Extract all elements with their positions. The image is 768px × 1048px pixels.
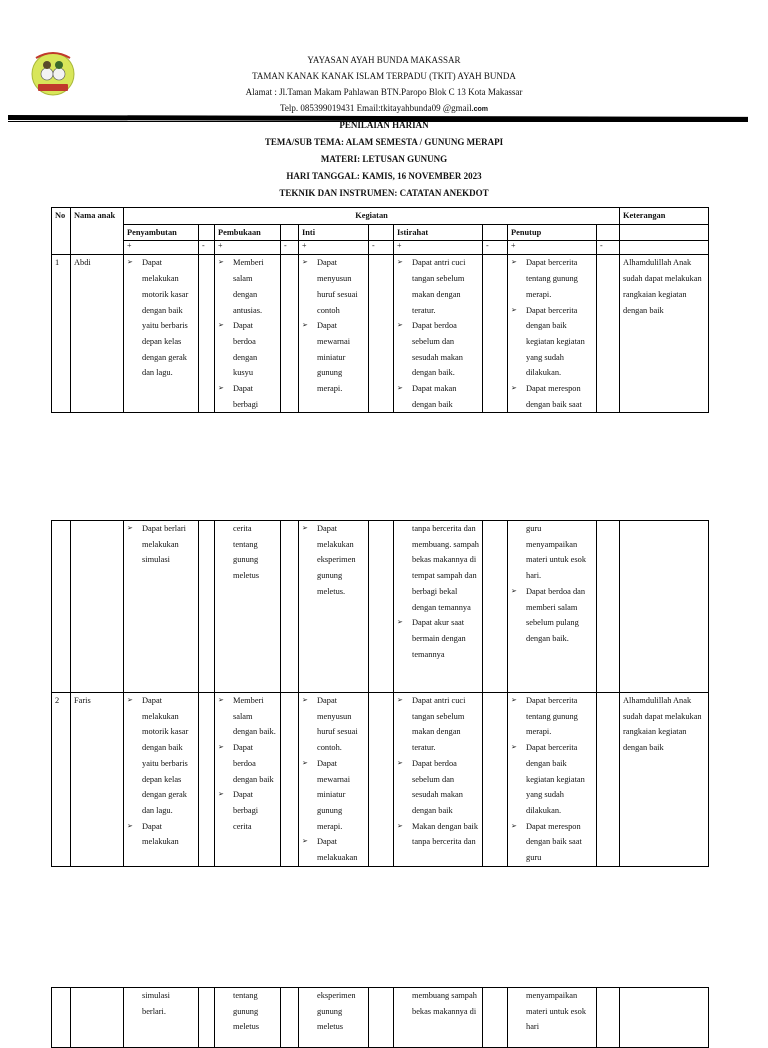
plus-sign: +	[124, 241, 199, 255]
empty-cell	[199, 255, 215, 413]
list-item: ➢ Makan dengan baik tanpa bercerita dan	[397, 819, 479, 850]
material-title: MATERI: LETUSAN GUNUNG	[320, 154, 448, 164]
penyambutan-cell	[124, 521, 199, 693]
list-item: ➢ Dapat akur saat bermain dengan temannya	[397, 615, 479, 662]
list-item: ➢ Dapat bercerita tentang gunung merapi.	[511, 255, 593, 302]
col-keterangan: Keterangan	[620, 208, 709, 225]
list-item: ➢ Dapat antri cuci tangan sebelum makan dengan teratur.	[397, 255, 479, 318]
empty-cell	[71, 521, 124, 693]
header-row-1	[52, 208, 709, 225]
list-item: ➢ Dapat berlari melakukan simulasi	[127, 521, 195, 568]
empty-cell	[620, 241, 709, 255]
report-titles	[200, 117, 568, 202]
inti-cell	[299, 693, 369, 867]
empty-cell	[369, 988, 394, 1048]
col-nama: Nama anak	[71, 208, 124, 255]
list-item-continued: tentang gunung meletus	[233, 991, 260, 1032]
pembukaan-cell	[215, 255, 281, 413]
header-row-signs	[52, 241, 709, 255]
empty-cell	[597, 988, 620, 1048]
empty-cell	[620, 224, 709, 241]
table-row	[52, 521, 709, 693]
letterhead	[160, 52, 608, 118]
table-row	[52, 693, 709, 867]
minus-sign: -	[199, 241, 215, 255]
empty-cell	[281, 255, 299, 413]
minus-sign: -	[483, 241, 508, 255]
empty-cell	[281, 521, 299, 693]
empty-cell	[71, 988, 124, 1048]
list-item: ➢ Dapat menyusun huruf sesuai contoh	[302, 255, 365, 318]
empty-cell	[483, 255, 508, 413]
list-item: ➢ Dapat berdoa dan memberi salam sebelum pulang dengan baik.	[511, 584, 593, 647]
minus-sign: -	[369, 241, 394, 255]
assessment-table-continued-2	[51, 987, 709, 1048]
row-no: 1	[52, 255, 71, 413]
penyambutan-cell	[124, 988, 199, 1048]
list-item: ➢ Dapat berdoa dengan baik	[218, 740, 277, 787]
col-inti: Inti	[299, 224, 369, 241]
minus-sign: -	[281, 241, 299, 255]
penutup-cell	[508, 693, 597, 867]
empty-cell	[199, 988, 215, 1048]
assessment-table-continued	[51, 520, 709, 867]
contact-text: Telp. 085399019431 Email:tkitayahbunda09 @gmail	[280, 103, 472, 113]
list-item: ➢ Dapat berdoa sebelum dan sesudah makan dengan baik	[397, 756, 479, 819]
empty-cell	[52, 521, 71, 693]
empty-cell	[281, 224, 299, 241]
penutup-cell	[508, 521, 597, 693]
list-item: ➢ Dapat bercerita dengan baik kegiatan kegiatan yang sudah dilakukan.	[511, 740, 593, 819]
pembukaan-cell	[215, 988, 281, 1048]
istirahat-cell	[394, 988, 483, 1048]
empty-cell	[369, 224, 394, 241]
empty-cell	[597, 693, 620, 867]
penyambutan-cell	[124, 693, 199, 867]
empty-cell	[483, 521, 508, 693]
empty-cell	[369, 693, 394, 867]
penutup-cell	[508, 255, 597, 413]
penutup-cell	[508, 988, 597, 1048]
empty-cell	[483, 988, 508, 1048]
empty-cell	[369, 521, 394, 693]
empty-cell	[597, 224, 620, 241]
list-item-continued: guru menyampaikan materi untuk esok hari.	[526, 524, 587, 581]
list-item: ➢ Dapat berbagi	[218, 381, 277, 412]
student-name: Faris	[71, 693, 124, 867]
empty-cell	[597, 521, 620, 693]
list-item-continued: simulasi berlari.	[142, 991, 170, 1016]
pembukaan-cell	[215, 521, 281, 693]
empty-cell	[620, 521, 709, 693]
row-no: 2	[52, 693, 71, 867]
list-item: ➢ Dapat berdoa sebelum dan sesudah makan dengan baik.	[397, 318, 479, 381]
foundation-name: YAYASAN AYAH BUNDA MAKASSAR	[307, 55, 461, 65]
list-item-continued: menyampaikan materi untuk esok hari	[526, 991, 587, 1032]
col-pembukaan: Pembukaan	[215, 224, 281, 241]
plus-sign: +	[394, 241, 483, 255]
report-title: PENILAIAN HARIAN	[339, 120, 429, 130]
empty-cell	[281, 988, 299, 1048]
empty-cell	[597, 255, 620, 413]
table-row	[52, 988, 709, 1048]
col-penutup: Penutup	[508, 224, 597, 241]
student-name: Abdi	[71, 255, 124, 413]
list-item: ➢ Dapat berdoa dengan kusyu	[218, 318, 277, 381]
list-item-continued: membuang sampah bekas makannya di	[412, 991, 477, 1016]
list-item: ➢ Dapat mewarnai miniatur gunung merapi.	[302, 756, 365, 835]
istirahat-cell	[394, 255, 483, 413]
empty-cell	[199, 224, 215, 241]
empty-cell	[199, 521, 215, 693]
contact-email-tail: .com	[471, 106, 488, 113]
school-address: Alamat : Jl.Taman Makam Pahlawan BTN.Paropo Blok C 13 Kota Makassar	[245, 87, 523, 97]
list-item: ➢ Dapat melakukan eksperimen gunung meletus.	[302, 521, 365, 600]
list-item: ➢ Dapat merespon dengan baik saat	[511, 381, 593, 412]
header-row-2	[52, 224, 709, 241]
istirahat-cell	[394, 521, 483, 693]
theme-title: TEMA/SUB TEMA: ALAM SEMESTA / GUNUNG MERAPI	[264, 137, 504, 147]
list-item: ➢ Dapat bercerita dengan baik kegiatan kegiatan yang sudah dilakukan.	[511, 303, 593, 382]
inti-cell	[299, 988, 369, 1048]
plus-sign: +	[215, 241, 281, 255]
empty-cell	[620, 988, 709, 1048]
list-item: ➢ Dapat antri cuci tangan sebelum makan dengan teratur.	[397, 693, 479, 756]
plus-sign: +	[508, 241, 597, 255]
list-item: ➢ Dapat berbagi cerita	[218, 787, 277, 834]
minus-sign: -	[597, 241, 620, 255]
technique-title: TEKNIK DAN INSTRUMEN: CATATAN ANEKDOT	[279, 188, 489, 198]
penyambutan-cell	[124, 255, 199, 413]
empty-cell	[199, 693, 215, 867]
list-item: ➢ Dapat mewarnai miniatur gunung merapi.	[302, 318, 365, 397]
keterangan-cell: Alhamdulillah Anak sudah dapat melakukan rangkaian kegiatan dengan baik	[620, 693, 709, 867]
empty-cell	[483, 224, 508, 241]
school-name: TAMAN KANAK KANAK ISLAM TERPADU (TKIT) AYAH BUNDA	[252, 71, 516, 81]
empty-cell	[281, 693, 299, 867]
col-no: No	[52, 208, 71, 255]
col-istirahat: Istirahat	[394, 224, 483, 241]
date-title: HARI TANGGAL: KAMIS, 16 NOVEMBER 2023	[286, 171, 482, 181]
col-kegiatan: Kegiatan	[124, 208, 620, 225]
istirahat-cell	[394, 693, 483, 867]
plus-sign: +	[299, 241, 369, 255]
list-item: ➢ Dapat makan dengan baik	[397, 381, 479, 412]
empty-cell	[52, 988, 71, 1048]
school-logo	[30, 50, 76, 100]
empty-cell	[483, 693, 508, 867]
list-item: ➢ Memberi salam dengan antusias.	[218, 255, 277, 318]
list-item: ➢ Dapat melakukan motorik kasar dengan baik yaitu berbaris depan kelas dengan gerak dan lagu.	[127, 255, 195, 381]
list-item: ➢ Dapat merespon dengan baik saat guru	[511, 819, 593, 866]
assessment-table	[51, 207, 709, 413]
empty-cell	[369, 255, 394, 413]
inti-cell	[299, 255, 369, 413]
col-penyambutan: Penyambutan	[124, 224, 199, 241]
pembukaan-cell	[215, 693, 281, 867]
list-item: ➢ Memberi salam dengan baik.	[218, 693, 277, 740]
list-item-continued: eksperimen gunung meletus	[317, 991, 356, 1032]
list-item-continued: tanpa bercerita dan membuang. sampah bekas makannya di tempat sampah dan berbagi bekal dengan temannya	[412, 524, 479, 612]
list-item: ➢ Dapat melakukan motorik kasar dengan baik yaitu berbaris depan kelas dengan gerak dan lagu.	[127, 693, 195, 819]
keterangan-cell: Alhamdulillah Anak sudah dapat melakukan rangkaian kegiatan dengan baik	[620, 255, 709, 413]
list-item: ➢ Dapat melakuakan	[302, 834, 365, 865]
list-item: ➢ Dapat bercerita tentang gunung merapi.	[511, 693, 593, 740]
list-item: ➢ Dapat melakukan	[127, 819, 195, 850]
inti-cell	[299, 521, 369, 693]
list-item-continued: cerita tentang gunung meletus	[233, 524, 260, 581]
list-item: ➢ Dapat menyusun huruf sesuai contoh.	[302, 693, 365, 756]
table-row	[52, 255, 709, 413]
